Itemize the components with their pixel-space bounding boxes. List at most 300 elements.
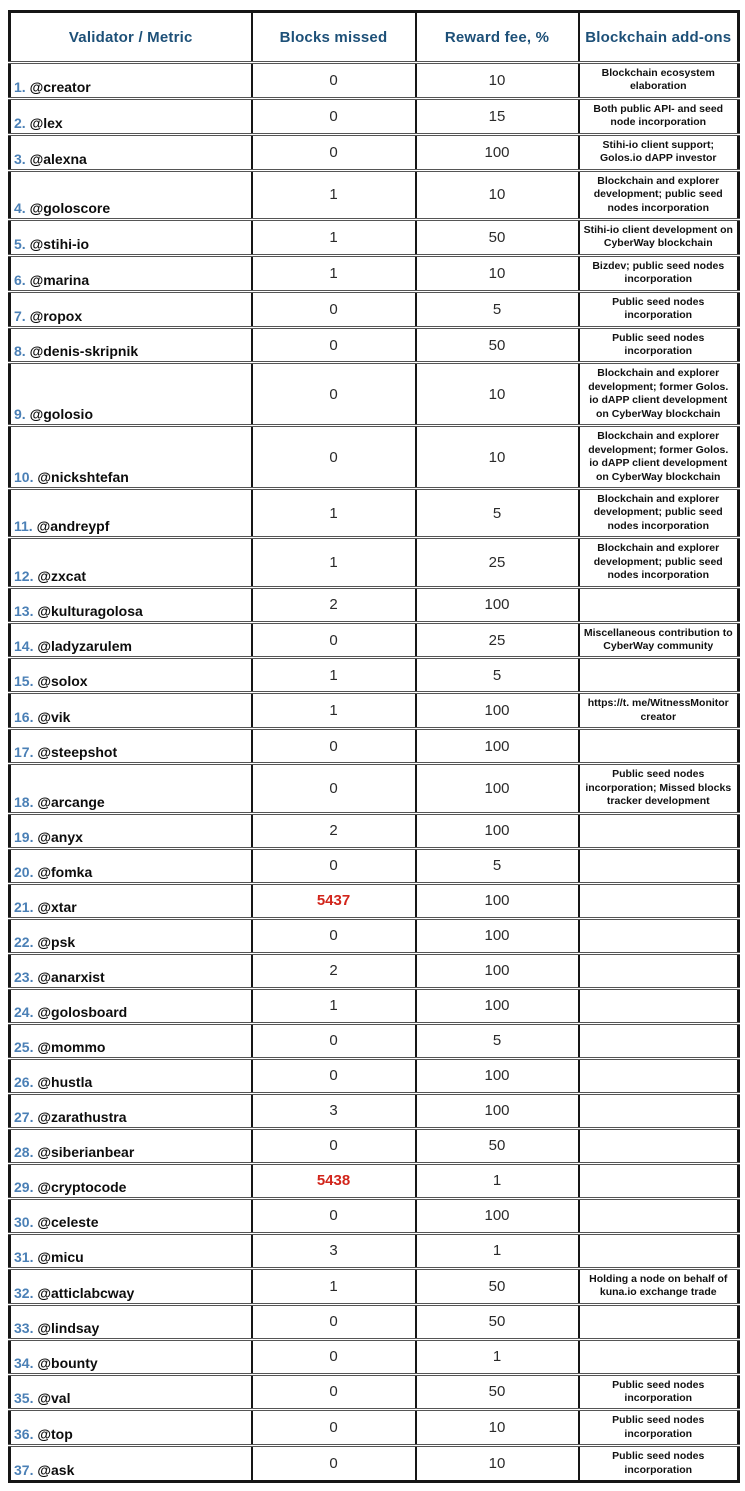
reward-fee-cell bbox=[416, 1339, 579, 1374]
validator-cell bbox=[10, 1128, 252, 1163]
table-row bbox=[10, 255, 739, 291]
table-row bbox=[10, 538, 739, 587]
row-number: 7. bbox=[14, 307, 26, 324]
reward-fee-value: 50 bbox=[488, 1137, 506, 1155]
reward-fee-cell bbox=[416, 1128, 579, 1163]
reward-fee-value: 100 bbox=[484, 822, 510, 840]
table-row bbox=[10, 170, 739, 219]
reward-fee-value: 100 bbox=[484, 1207, 510, 1225]
blocks-missed-value: 1 bbox=[329, 997, 338, 1015]
addons-cell: Holding a node on behalf of kuna.io exchange trade bbox=[579, 1268, 739, 1304]
blocks-missed-cell bbox=[252, 1339, 416, 1374]
row-number: 4. bbox=[14, 199, 26, 216]
blocks-missed-cell bbox=[252, 1446, 416, 1482]
validator-cell bbox=[10, 729, 252, 764]
addons-cell bbox=[579, 1023, 739, 1058]
validators-table bbox=[8, 10, 740, 1483]
validator-name: @marina bbox=[29, 271, 90, 288]
validator-name: @hustla bbox=[37, 1073, 93, 1090]
blocks-missed-value: 0 bbox=[329, 857, 338, 875]
validator-name: @zarathustra bbox=[37, 1108, 127, 1125]
addons-cell: Public seed nodes incorporation; Missed blocks tracker development bbox=[579, 764, 739, 813]
table-row bbox=[10, 953, 739, 988]
blocks-missed-value: 3 bbox=[329, 1102, 338, 1120]
reward-fee-cell bbox=[416, 63, 579, 99]
row-number: 8. bbox=[14, 343, 26, 360]
row-number: 17. bbox=[14, 744, 34, 761]
header-row bbox=[10, 12, 739, 63]
validator-cell bbox=[10, 134, 252, 170]
addons-cell: Public seed nodes incorporation bbox=[579, 327, 739, 363]
reward-fee-cell bbox=[416, 622, 579, 658]
reward-fee-cell bbox=[416, 327, 579, 363]
reward-fee-cell bbox=[416, 918, 579, 953]
blocks-missed-cell bbox=[252, 1023, 416, 1058]
blocks-missed-cell bbox=[252, 1128, 416, 1163]
row-number: 14. bbox=[14, 638, 34, 655]
reward-fee-value: 10 bbox=[488, 186, 506, 204]
blocks-missed-value: 0 bbox=[329, 1137, 338, 1155]
reward-fee-cell bbox=[416, 953, 579, 988]
row-number: 25. bbox=[14, 1038, 34, 1055]
row-number: 9. bbox=[14, 406, 26, 423]
reward-fee-cell bbox=[416, 729, 579, 764]
reward-fee-cell bbox=[416, 170, 579, 219]
blocks-missed-cell bbox=[252, 170, 416, 219]
blocks-missed-cell bbox=[252, 1198, 416, 1233]
validator-name: @psk bbox=[37, 933, 76, 950]
table-row bbox=[10, 1339, 739, 1374]
reward-fee-value: 100 bbox=[484, 1067, 510, 1085]
blocks-missed-cell bbox=[252, 219, 416, 255]
validator-cell bbox=[10, 488, 252, 537]
table-row bbox=[10, 426, 739, 489]
row-number: 34. bbox=[14, 1354, 34, 1371]
table-row bbox=[10, 622, 739, 658]
blocks-missed-value: 1 bbox=[329, 702, 338, 720]
row-number: 31. bbox=[14, 1248, 34, 1265]
validator-cell bbox=[10, 363, 252, 426]
row-number: 24. bbox=[14, 1003, 34, 1020]
table-row bbox=[10, 883, 739, 918]
table-row bbox=[10, 1198, 739, 1233]
validator-name: @val bbox=[37, 1390, 71, 1407]
reward-fee-value: 100 bbox=[484, 997, 510, 1015]
row-number: 3. bbox=[14, 150, 26, 167]
row-number: 37. bbox=[14, 1462, 34, 1479]
blocks-missed-value: 0 bbox=[329, 385, 338, 403]
addons-cell bbox=[579, 848, 739, 883]
table-row bbox=[10, 658, 739, 693]
table-row bbox=[10, 1093, 739, 1128]
reward-fee-cell bbox=[416, 658, 579, 693]
validator-cell bbox=[10, 63, 252, 99]
blocks-missed-value: 3 bbox=[329, 1242, 338, 1260]
column-header-reward-fee: Reward fee, % bbox=[416, 12, 579, 63]
blocks-missed-cell bbox=[252, 1233, 416, 1268]
validator-name: @mommo bbox=[37, 1038, 106, 1055]
reward-fee-value: 100 bbox=[484, 779, 510, 797]
reward-fee-value: 10 bbox=[488, 1455, 506, 1473]
validator-name: @nickshtefan bbox=[37, 468, 129, 485]
blocks-missed-cell bbox=[252, 658, 416, 693]
validator-name: @golosboard bbox=[37, 1003, 128, 1020]
blocks-missed-value: 0 bbox=[329, 71, 338, 89]
reward-fee-cell bbox=[416, 883, 579, 918]
table-row bbox=[10, 693, 739, 729]
validator-name: @anyx bbox=[37, 828, 83, 845]
reward-fee-value: 100 bbox=[484, 143, 510, 161]
row-number: 10. bbox=[14, 468, 34, 485]
validator-cell bbox=[10, 883, 252, 918]
validator-cell bbox=[10, 953, 252, 988]
table-row bbox=[10, 327, 739, 363]
row-number: 19. bbox=[14, 828, 34, 845]
validator-name: @andreypf bbox=[36, 518, 110, 535]
blocks-missed-cell bbox=[252, 693, 416, 729]
validator-name: @ladyzarulem bbox=[37, 638, 132, 655]
addons-cell: Blockchain and explorer development; public seed nodes incorporation bbox=[579, 538, 739, 587]
validator-cell bbox=[10, 693, 252, 729]
blocks-missed-value: 0 bbox=[329, 143, 338, 161]
validator-name: @zxcat bbox=[37, 567, 87, 584]
table-row bbox=[10, 729, 739, 764]
table-row bbox=[10, 363, 739, 426]
validator-cell bbox=[10, 170, 252, 219]
reward-fee-cell bbox=[416, 1304, 579, 1339]
reward-fee-cell bbox=[416, 848, 579, 883]
reward-fee-value: 50 bbox=[488, 228, 506, 246]
addons-cell bbox=[579, 1233, 739, 1268]
addons-cell bbox=[579, 1093, 739, 1128]
table-row bbox=[10, 1128, 739, 1163]
table-row bbox=[10, 1058, 739, 1093]
reward-fee-value: 100 bbox=[484, 892, 510, 910]
addons-cell: Both public API- and seed node incorporation bbox=[579, 98, 739, 134]
validator-name: @vik bbox=[37, 709, 71, 726]
validator-cell bbox=[10, 1058, 252, 1093]
reward-fee-value: 50 bbox=[488, 336, 506, 354]
reward-fee-cell bbox=[416, 1093, 579, 1128]
blocks-missed-cell bbox=[252, 587, 416, 622]
blocks-missed-cell bbox=[252, 134, 416, 170]
blocks-missed-cell bbox=[252, 1268, 416, 1304]
table-row bbox=[10, 63, 739, 99]
table-row bbox=[10, 918, 739, 953]
row-number: 23. bbox=[14, 968, 34, 985]
blocks-missed-cell bbox=[252, 63, 416, 99]
table-row bbox=[10, 1304, 739, 1339]
validator-cell bbox=[10, 255, 252, 291]
table-row bbox=[10, 848, 739, 883]
reward-fee-value: 10 bbox=[488, 385, 506, 403]
row-number: 22. bbox=[14, 933, 34, 950]
reward-fee-cell bbox=[416, 1198, 579, 1233]
validator-name: @goloscore bbox=[29, 199, 111, 216]
reward-fee-cell bbox=[416, 219, 579, 255]
validator-cell bbox=[10, 988, 252, 1023]
row-number: 35. bbox=[14, 1390, 34, 1407]
table-row bbox=[10, 1446, 739, 1482]
table-row bbox=[10, 219, 739, 255]
addons-cell bbox=[579, 883, 739, 918]
validator-name: @xtar bbox=[37, 898, 77, 915]
validator-name: @atticlabcway bbox=[37, 1284, 135, 1301]
addons-cell: Blockchain and explorer development; former Golos. io dAPP client development on CyberWay blockchain bbox=[579, 363, 739, 426]
validator-cell bbox=[10, 291, 252, 327]
row-number: 27. bbox=[14, 1108, 34, 1125]
validator-cell bbox=[10, 622, 252, 658]
blocks-missed-cell bbox=[252, 255, 416, 291]
blocks-missed-cell bbox=[252, 1163, 416, 1198]
table-row bbox=[10, 98, 739, 134]
validator-name: @alexna bbox=[29, 150, 87, 167]
blocks-missed-cell bbox=[252, 538, 416, 587]
reward-fee-value: 10 bbox=[488, 448, 506, 466]
reward-fee-value: 15 bbox=[488, 107, 506, 125]
validator-name: @kulturagolosa bbox=[37, 602, 143, 619]
addons-cell bbox=[579, 1304, 739, 1339]
blocks-missed-value: 0 bbox=[329, 1313, 338, 1330]
validator-cell bbox=[10, 327, 252, 363]
reward-fee-cell bbox=[416, 764, 579, 813]
reward-fee-cell bbox=[416, 1233, 579, 1268]
validator-cell bbox=[10, 1198, 252, 1233]
row-number: 12. bbox=[14, 567, 34, 584]
blocks-missed-cell bbox=[252, 988, 416, 1023]
table-row bbox=[10, 813, 739, 848]
addons-cell: Stihi-io client development on CyberWay blockchain bbox=[579, 219, 739, 255]
reward-fee-cell bbox=[416, 1058, 579, 1093]
reward-fee-cell bbox=[416, 693, 579, 729]
reward-fee-cell bbox=[416, 538, 579, 587]
blocks-missed-value: 1 bbox=[329, 264, 338, 282]
table-row bbox=[10, 1023, 739, 1058]
reward-fee-value: 50 bbox=[488, 1383, 506, 1401]
validator-name: @arcange bbox=[37, 793, 105, 810]
blocks-missed-value: 5438 bbox=[316, 1172, 351, 1190]
validator-name: @anarxist bbox=[37, 968, 105, 985]
row-number: 5. bbox=[14, 235, 26, 252]
reward-fee-value: 1 bbox=[492, 1348, 502, 1365]
blocks-missed-value: 0 bbox=[329, 107, 338, 125]
blocks-missed-value: 0 bbox=[329, 737, 338, 755]
blocks-missed-value: 5437 bbox=[316, 892, 351, 910]
reward-fee-cell bbox=[416, 813, 579, 848]
reward-fee-cell bbox=[416, 1374, 579, 1410]
blocks-missed-cell bbox=[252, 729, 416, 764]
reward-fee-value: 10 bbox=[488, 71, 506, 89]
addons-cell: Public seed nodes incorporation bbox=[579, 1446, 739, 1482]
row-number: 6. bbox=[14, 271, 26, 288]
validator-cell bbox=[10, 848, 252, 883]
blocks-missed-value: 1 bbox=[329, 504, 338, 522]
validator-cell bbox=[10, 1023, 252, 1058]
validator-name: @bounty bbox=[37, 1354, 98, 1371]
row-number: 18. bbox=[14, 793, 34, 810]
blocks-missed-cell bbox=[252, 426, 416, 489]
addons-cell bbox=[579, 813, 739, 848]
reward-fee-value: 10 bbox=[488, 1419, 506, 1437]
validator-cell bbox=[10, 98, 252, 134]
blocks-missed-cell bbox=[252, 953, 416, 988]
addons-cell bbox=[579, 587, 739, 622]
addons-cell: Public seed nodes incorporation bbox=[579, 1410, 739, 1446]
row-number: 1. bbox=[14, 78, 26, 95]
row-number: 13. bbox=[14, 602, 34, 619]
addons-cell bbox=[579, 1198, 739, 1233]
validator-cell bbox=[10, 1233, 252, 1268]
column-header-validator-metric: Validator / Metric bbox=[10, 12, 252, 63]
reward-fee-value: 100 bbox=[484, 596, 510, 614]
table-row bbox=[10, 1410, 739, 1446]
validator-cell bbox=[10, 426, 252, 489]
addons-cell bbox=[579, 988, 739, 1023]
blocks-missed-cell bbox=[252, 363, 416, 426]
blocks-missed-value: 2 bbox=[329, 962, 338, 980]
addons-cell bbox=[579, 1058, 739, 1093]
blocks-missed-cell bbox=[252, 1304, 416, 1339]
blocks-missed-cell bbox=[252, 1374, 416, 1410]
row-number: 28. bbox=[14, 1143, 34, 1160]
column-header-blockchain-addons: Blockchain add-ons bbox=[579, 12, 739, 63]
blocks-missed-cell bbox=[252, 1410, 416, 1446]
validator-name: @denis-skripnik bbox=[29, 343, 139, 360]
validator-name: @ask bbox=[37, 1462, 75, 1479]
blocks-missed-cell bbox=[252, 327, 416, 363]
reward-fee-cell bbox=[416, 1268, 579, 1304]
validator-cell bbox=[10, 658, 252, 693]
validator-cell bbox=[10, 813, 252, 848]
validator-cell bbox=[10, 1163, 252, 1198]
validator-cell bbox=[10, 1374, 252, 1410]
addons-cell bbox=[579, 658, 739, 693]
blocks-missed-cell bbox=[252, 883, 416, 918]
table-row bbox=[10, 587, 739, 622]
addons-cell: Blockchain and explorer development; public seed nodes incorporation bbox=[579, 488, 739, 537]
blocks-missed-cell bbox=[252, 291, 416, 327]
validator-cell bbox=[10, 764, 252, 813]
reward-fee-cell bbox=[416, 988, 579, 1023]
addons-cell bbox=[579, 729, 739, 764]
validator-name: @siberianbear bbox=[37, 1143, 135, 1160]
blocks-missed-value: 1 bbox=[329, 186, 338, 204]
validator-name: @stihi-io bbox=[29, 235, 90, 252]
blocks-missed-value: 0 bbox=[329, 927, 338, 945]
reward-fee-value: 100 bbox=[484, 927, 510, 945]
addons-cell: https://t. me/WitnessMonitor creator bbox=[579, 693, 739, 729]
table-row bbox=[10, 1163, 739, 1198]
blocks-missed-cell bbox=[252, 98, 416, 134]
blocks-missed-value: 0 bbox=[329, 1207, 338, 1225]
blocks-missed-cell bbox=[252, 1093, 416, 1128]
row-number: 33. bbox=[14, 1319, 34, 1336]
reward-fee-value: 50 bbox=[488, 1313, 506, 1330]
row-number: 15. bbox=[14, 673, 34, 690]
blocks-missed-cell bbox=[252, 848, 416, 883]
blocks-missed-value: 0 bbox=[329, 1067, 338, 1085]
table-row bbox=[10, 1233, 739, 1268]
validator-name: @ropox bbox=[29, 307, 83, 324]
reward-fee-value: 50 bbox=[488, 1277, 506, 1295]
reward-fee-value: 100 bbox=[484, 962, 510, 980]
addons-cell: Bizdev; public seed nodes incorporation bbox=[579, 255, 739, 291]
blocks-missed-value: 0 bbox=[329, 1419, 338, 1437]
reward-fee-cell bbox=[416, 426, 579, 489]
blocks-missed-value: 1 bbox=[329, 1277, 338, 1295]
row-number: 2. bbox=[14, 114, 26, 131]
blocks-missed-cell bbox=[252, 764, 416, 813]
addons-cell bbox=[579, 953, 739, 988]
row-number: 20. bbox=[14, 863, 34, 880]
reward-fee-value: 100 bbox=[484, 737, 510, 755]
validator-cell bbox=[10, 918, 252, 953]
reward-fee-cell bbox=[416, 1023, 579, 1058]
validator-name: @creator bbox=[29, 78, 91, 95]
blocks-missed-value: 1 bbox=[329, 666, 338, 684]
validator-cell bbox=[10, 538, 252, 587]
reward-fee-value: 10 bbox=[488, 264, 506, 282]
reward-fee-value: 5 bbox=[492, 1032, 502, 1050]
validator-name: @golosio bbox=[29, 406, 94, 423]
blocks-missed-value: 0 bbox=[329, 779, 338, 797]
blocks-missed-value: 0 bbox=[329, 448, 338, 466]
validator-cell bbox=[10, 1410, 252, 1446]
blocks-missed-cell bbox=[252, 622, 416, 658]
validator-cell bbox=[10, 1304, 252, 1339]
blocks-missed-value: 1 bbox=[329, 228, 338, 246]
blocks-missed-cell bbox=[252, 918, 416, 953]
reward-fee-value: 25 bbox=[488, 631, 506, 649]
reward-fee-value: 5 bbox=[492, 666, 502, 684]
validator-cell bbox=[10, 1446, 252, 1482]
blocks-missed-value: 2 bbox=[329, 596, 338, 614]
reward-fee-value: 5 bbox=[492, 857, 502, 875]
validator-name: @top bbox=[37, 1426, 73, 1443]
blocks-missed-value: 0 bbox=[329, 336, 338, 354]
reward-fee-cell bbox=[416, 587, 579, 622]
reward-fee-value: 100 bbox=[484, 1102, 510, 1120]
reward-fee-cell bbox=[416, 98, 579, 134]
table-row bbox=[10, 488, 739, 537]
row-number: 29. bbox=[14, 1178, 34, 1195]
addons-cell bbox=[579, 1163, 739, 1198]
table-row bbox=[10, 988, 739, 1023]
addons-cell bbox=[579, 1339, 739, 1374]
reward-fee-value: 1 bbox=[492, 1242, 502, 1260]
validator-name: @fomka bbox=[37, 863, 93, 880]
validator-cell bbox=[10, 1093, 252, 1128]
blocks-missed-value: 0 bbox=[329, 631, 338, 649]
validator-name: @cryptocode bbox=[37, 1178, 127, 1195]
table-row bbox=[10, 291, 739, 327]
validator-name: @solox bbox=[37, 673, 88, 690]
blocks-missed-cell bbox=[252, 813, 416, 848]
validator-name: @micu bbox=[37, 1248, 84, 1265]
validator-name: @steepshot bbox=[37, 744, 118, 761]
validator-name: @lex bbox=[29, 114, 63, 131]
reward-fee-cell bbox=[416, 363, 579, 426]
row-number: 16. bbox=[14, 709, 34, 726]
reward-fee-cell bbox=[416, 488, 579, 537]
reward-fee-cell bbox=[416, 134, 579, 170]
reward-fee-cell bbox=[416, 1446, 579, 1482]
table-header bbox=[10, 12, 739, 63]
addons-cell: Blockchain ecosystem elaboration bbox=[579, 63, 739, 99]
table-body bbox=[10, 63, 739, 1482]
row-number: 11. bbox=[14, 518, 33, 535]
addons-cell: Blockchain and explorer development; public seed nodes incorporation bbox=[579, 170, 739, 219]
